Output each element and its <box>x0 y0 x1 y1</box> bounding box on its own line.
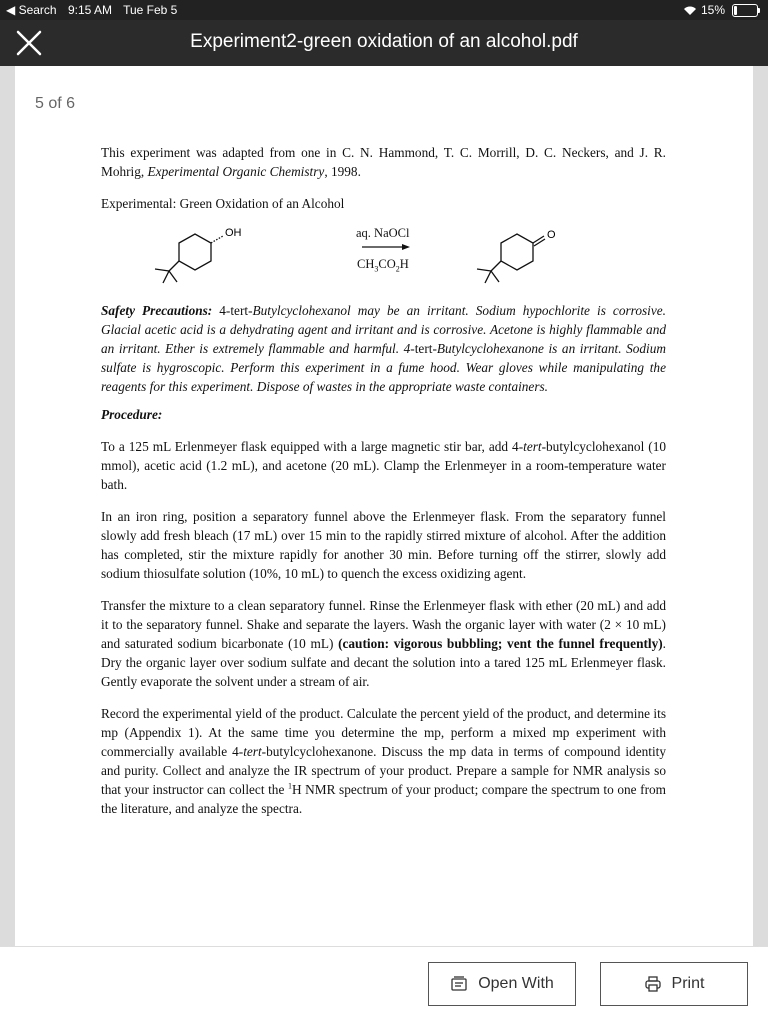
document-content <box>101 143 666 818</box>
back-to-search-link[interactable]: ◀ Search <box>6 3 57 17</box>
procedure-paragraph-1: To a 125 mL Erlenmeyer flask equipped with a large magnetic stir bar, add 4-tert-butylcyclohexanol (10 mmol), acetic acid (1.2 mL), and acetone (20 mL). Clamp the Erlenmeyer in a room-temperature water bath. <box>101 439 666 492</box>
page-indicator: 5 of 6 <box>35 95 76 112</box>
printer-icon <box>644 975 662 993</box>
status-time: 9:15 AM <box>67 3 112 17</box>
print-button[interactable] <box>600 962 748 1006</box>
reaction-scheme <box>101 217 666 295</box>
procedure-paragraph-2: In an iron ring, position a separatory funnel above the Erlenmeyer flask. From the separatory funnel slowly add fresh bleach (17 mL) over 15 min to the rapidly stirred mixture of alcohol. After the addition has completed, stir the mixture rapidly for another 30 min. Before turning off the stirrer, slowly add sodium thiosulfate solution (10%, 10 mL) to quench the excess oxidizing agent. <box>101 509 666 581</box>
reagent-bottom: $CH_3CO_2H$ <box>357 257 409 274</box>
battery-percent: 15% <box>700 3 725 17</box>
intro-paragraph: This experiment was adapted from one in C. N. Hammond, T. C. Morrill, D. C. Neckers, and J. R. Mohrig, Experimental Organic Chemistry, 1998. <box>101 145 666 179</box>
procedure-paragraph-3: Transfer the mixture to a clean separatory funnel. Rinse the Erlenmeyer flask with ether (20 mL) and add it to the separatory funnel. Shake and separate the layers. Wash the organic layer with water (2 × 10 mL) and saturated sodium bicarbonate (10 mL) (caution: vigorous bubbling; vent the funnel frequently). Dry the organic layer over sodium sulfate and decant the solution into a tared 125 mL Erlenmeyer flask. Gently evaporate the solvent under a stream of air. <box>101 598 666 689</box>
experimental-heading: Experimental: Green Oxidation of an Alcohol <box>101 196 345 211</box>
procedure-heading: Procedure: <box>101 407 163 422</box>
open-with-icon <box>450 975 468 993</box>
product-structure <box>463 217 573 295</box>
reagent-top: aq. NaOCl <box>356 226 410 240</box>
svg-text:OH: OH <box>225 227 242 239</box>
pdf-page <box>15 66 753 946</box>
open-with-button[interactable] <box>428 962 576 1006</box>
open-with-label: Open With <box>478 975 554 992</box>
document-title: Experiment2-green oxidation of an alcohol.pdf <box>190 31 578 52</box>
status-date: Tue Feb 5 <box>123 3 178 17</box>
action-bar <box>0 946 768 1025</box>
reaction-arrow <box>362 243 410 251</box>
print-label: Print <box>671 975 705 992</box>
status-bar <box>0 0 768 20</box>
reactant-structure <box>141 217 261 295</box>
battery-icon <box>732 4 758 17</box>
document-header <box>0 20 768 66</box>
safety-paragraph: Safety Precautions: 4-tert-Butylcyclohexanol may be an irritant. Sodium hypochlorite is corrosive. Glacial acetic acid is a dehydrating agent and irritant and is corrosive. Acetone is highly flammable and an irritant. Ether is extremely flammable and harmful. 4-tert-Butylcyclohexanone is an irritant. Sodium sulfate is hygroscopic. Perform this experiment in a fume hood. Wear gloves while manipulating the reagents for this experiment. Dispose of wastes in the appropriate waste containers. <box>101 303 666 394</box>
svg-text:O: O <box>547 229 556 241</box>
pdf-viewer[interactable] <box>0 66 768 946</box>
procedure-paragraph-4: Record the experimental yield of the product. Calculate the percent yield of the product, and determine its mp (Appendix 1). At the same time you determine the mp, perform a mixed mp experiment with commercially available 4-tert-butylcyclohexanone. Discuss the mp data in terms of compound identity and purity. Collect and analyze the IR spectrum of your product. Prepare a sample for NMR analysis so that your instructor can collect the $^1$H NMR spectrum of your product; compare the spectrum to one from the literature, and analyze the spectra. <box>101 706 666 816</box>
wifi-icon <box>683 5 697 16</box>
